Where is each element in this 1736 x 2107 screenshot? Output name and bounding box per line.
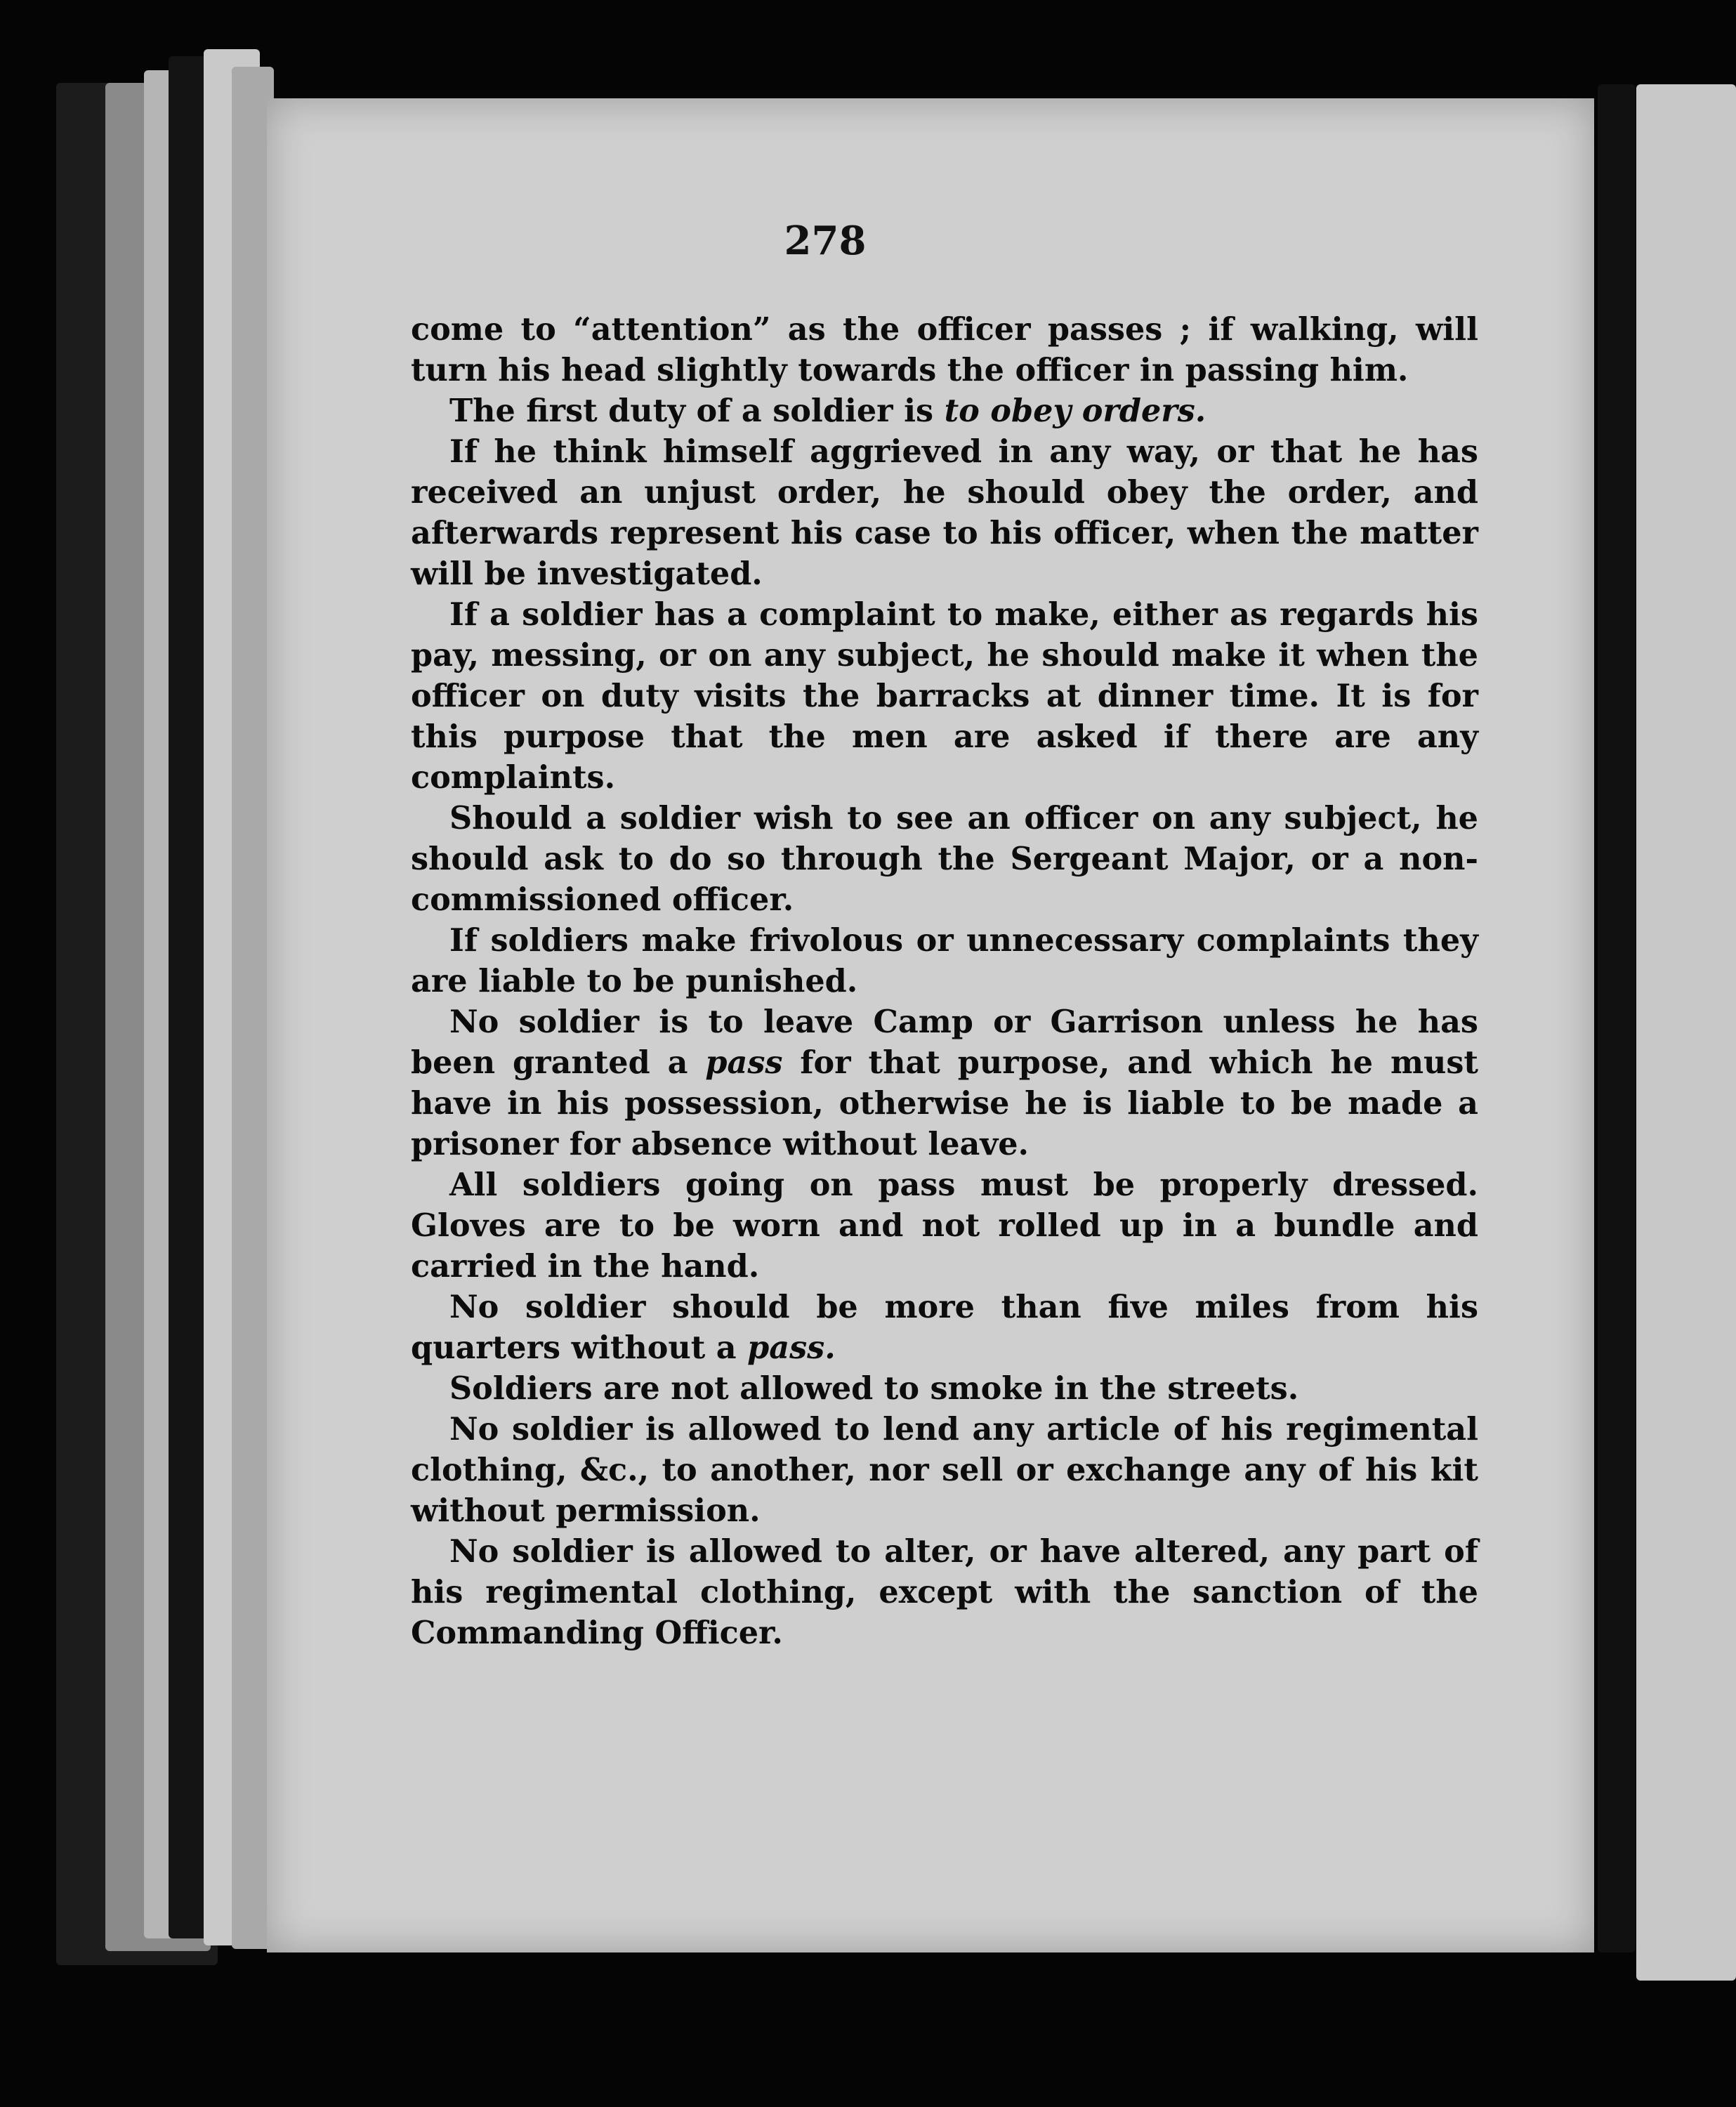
paragraph [411,594,1478,798]
page-number: 278 [784,218,867,264]
text-run: No soldier is to leave Camp or Garrison unless he has been granted a [411,1004,1478,1081]
text-run: No soldier is allowed to lend any article of his regimental clothing, &c., to another, nor sell or exchange any of his kit without permission. [411,1411,1478,1529]
text-run: If a soldier has a complaint to make, either as regards his pay, messing, or on any subject, he should make it when the officer on duty visits the barracks at dinner time. It is for this purpose that the men are asked if there are any complaints. [411,596,1478,796]
italic-text: pass. [747,1330,836,1366]
text-run: The first duty of a soldier is [449,393,945,429]
text-run: No soldier is allowed to alter, or have altered, any part of his regimental clothing, except with the sanction of the Commanding Officer. [411,1533,1478,1651]
text-run: If he think himself aggrieved in any way, or that he has received an unjust order, he should obey the order, and afterwards represent his case to his officer, when the matter will be investigated. [411,433,1478,592]
paragraph [411,798,1478,920]
book-page [267,98,1594,1952]
text-run: If soldiers make frivolous or unnecessary complaints they are liable to be punished. [411,922,1478,999]
text-run: Soldiers are not allowed to smoke in the streets. [449,1370,1299,1407]
text-run: for that purpose, and which he must have in his possession, otherwise he is liable to be made a prisoner for absence without leave. [411,1044,1478,1162]
paragraph [411,431,1478,594]
paragraph [411,1531,1478,1653]
paragraph [411,1287,1478,1368]
facing-page [1636,84,1736,1981]
paragraph [411,1164,1478,1287]
text-run: All soldiers going on pass must be properly dressed. Gloves are to be worn and not rolled up in a bundle and carried in the hand. [411,1167,1478,1285]
paragraph [411,390,1478,431]
paragraph [411,309,1478,390]
paragraph [411,1409,1478,1531]
italic-text: pass [705,1044,783,1081]
italic-text: to obey orders. [944,393,1206,429]
paragraph [411,920,1478,1002]
page-body-text [411,309,1478,1653]
facing-page-gutter [1598,84,1636,1952]
text-run: come to “attention” as the officer passes ; if walking, will turn his head slightly towards the officer in passing him. [411,311,1478,388]
text-run: Should a soldier wish to see an officer on any subject, he should ask to do so through the Sergeant Major, or a non-commissioned officer. [411,800,1478,918]
paragraph [411,1368,1478,1409]
paragraph [411,1002,1478,1164]
text-run: No soldier should be more than five miles from his quarters without a [411,1289,1478,1366]
